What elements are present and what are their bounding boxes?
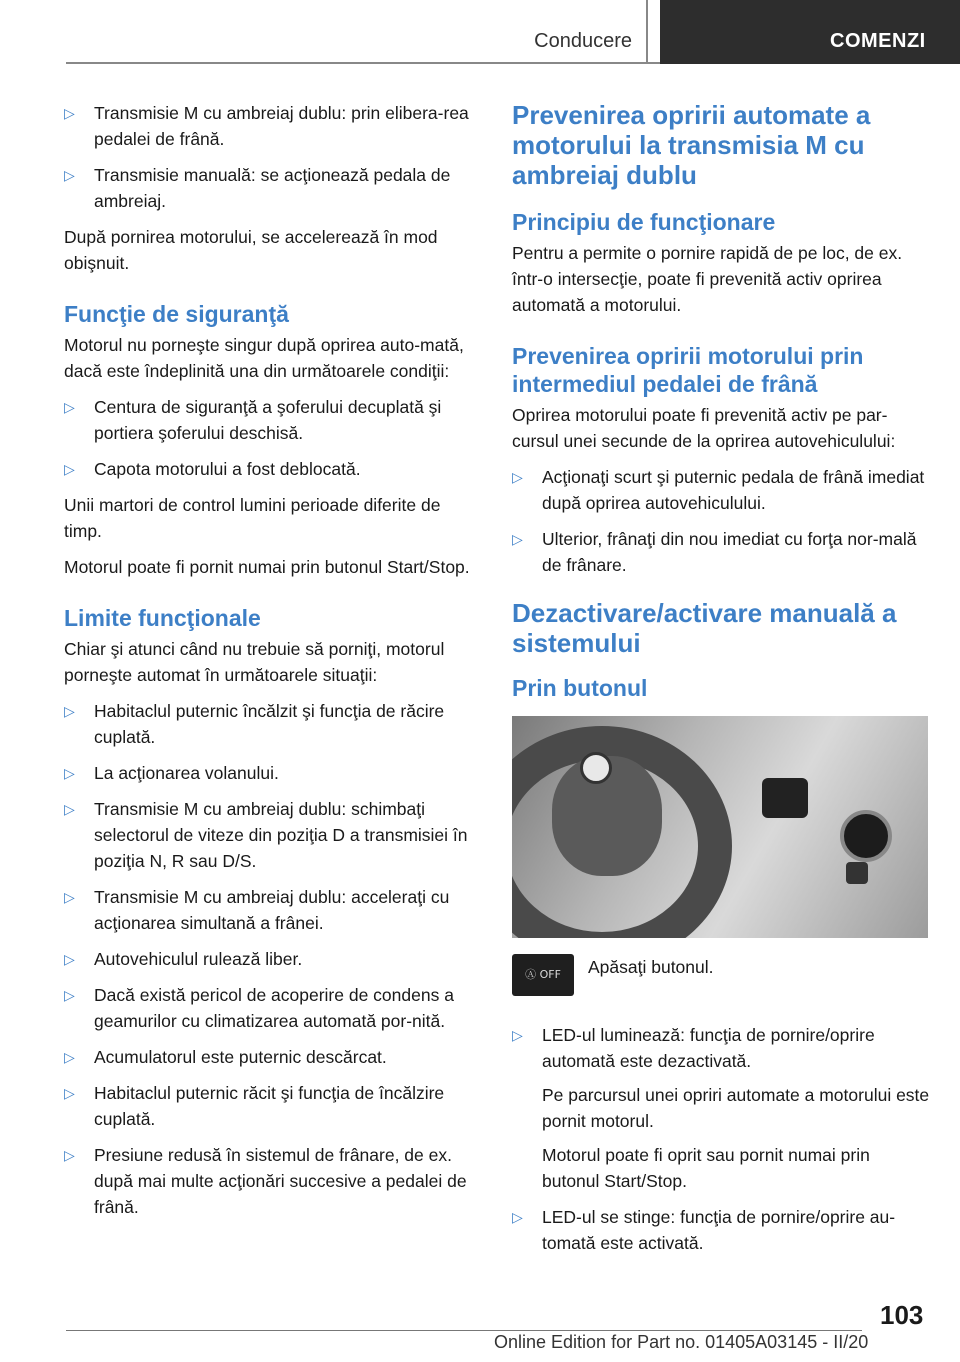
heading-manual: Dezactivare/activare manuală a sistemului (512, 598, 897, 658)
heading-safety: Funcţie de siguranţă (64, 301, 289, 327)
triangle-bullet-icon: ▷ (64, 951, 75, 967)
left-column (64, 100, 480, 1230)
triangle-bullet-icon: ▷ (64, 703, 75, 719)
list-item: ▷ Dacă există pericol de acoperire de condens a geamurilor cu climatizarea automată por‐nită. (64, 982, 480, 1034)
paragraph: Pentru a permite o pornire rapidă de pe loc, de ex. într-o intersecţie, poate fi prevenită activ oprirea automată a motorului. (512, 243, 903, 315)
list-item: ▷ Acţionaţi scurt şi puternic pedala de frână imediat după oprirea autovehiculului. (512, 464, 930, 516)
press-text: Apăsaţi butonul. (588, 957, 714, 977)
section-label: Conducere (534, 30, 632, 52)
triangle-bullet-icon: ▷ (64, 1147, 75, 1163)
heading-principle: Principiu de funcţionare (512, 209, 776, 235)
tab-label: COMENZI (830, 30, 926, 52)
auto-start-stop-off-icon: Ⓐ OFF (512, 954, 574, 996)
paragraph: Motorul nu porneşte singur după oprirea auto‐mată, dacă este îndeplinită una din următoarele condiţii: (64, 335, 464, 381)
triangle-bullet-icon: ▷ (64, 889, 75, 905)
triangle-bullet-icon: ▷ (512, 1209, 523, 1225)
triangle-bullet-icon: ▷ (64, 987, 75, 1003)
paragraph: Unii martori de control lumini perioade diferite de timp. (64, 495, 441, 541)
heading-button: Prin butonul (512, 675, 648, 701)
list-item: ▷ Transmisie manuală: se acţionează pedala de ambreiaj. (64, 162, 480, 214)
triangle-bullet-icon: ▷ (64, 1085, 75, 1101)
triangle-bullet-icon: ▷ (64, 399, 75, 415)
bullet-list (512, 1022, 930, 1256)
list-item: ▷ Ulterior, frânaţi din nou imediat cu forţa nor‐mală de frânare. (512, 526, 930, 578)
edition-text: Online Edition for Part no. 01405A03145 - II/20 (494, 1332, 869, 1352)
list-item: ▷ Habitaclul puternic încălzit şi funcţia de răcire cuplată. (64, 698, 480, 750)
list-item: ▷ Transmisie M cu ambreiaj dublu: schimbaţi selectorul de viteze din poziţia D a transmisiei în poziţia N, R sau D/S. (64, 796, 480, 874)
triangle-bullet-icon: ▷ (512, 469, 523, 485)
footer-rule (66, 1330, 862, 1331)
list-item: ▷ Centura de siguranţă a şoferului decuplată şi portiera şoferului deschisă. (64, 394, 480, 446)
sub-paragraph: Motorul poate fi oprit sau pornit numai prin butonul Start/Stop. (542, 1145, 870, 1191)
triangle-bullet-icon: ▷ (512, 531, 523, 547)
list-item: ▷ Habitaclul puternic răcit şi funcţia de încălzire cuplată. (64, 1080, 480, 1132)
triangle-bullet-icon: ▷ (64, 105, 75, 121)
triangle-bullet-icon: ▷ (64, 461, 75, 477)
bullet-list (64, 698, 480, 1220)
list-item: ▷ Autovehiculul rulează liber. (64, 946, 480, 972)
page-number: 103 (880, 1300, 924, 1330)
list-item: ▷ LED-ul se stinge: funcţia de pornire/oprire au‐tomată este activată. (512, 1204, 930, 1256)
list-item: ▷ Presiune redusă în sistemul de frânare, de ex. după mai multe acţionări succesive a pedalei de frână. (64, 1142, 480, 1220)
triangle-bullet-icon: ▷ (64, 801, 75, 817)
bullet-list (64, 100, 480, 214)
press-instruction (512, 954, 930, 1004)
heading-limits: Limite funcţionale (64, 605, 261, 631)
header-section (66, 0, 648, 62)
list-item: ▷ LED-ul luminează: funcţia de pornire/oprire automată este dezactivată. Pe parcursul unei opriri automate a motorului este pornit motorul. Motorul poate fi oprit sau pornit numai prin butonul Start/Stop. (512, 1022, 930, 1194)
triangle-bullet-icon: ▷ (512, 1027, 523, 1043)
start-stop-button-shape (840, 810, 892, 862)
triangle-bullet-icon: ▷ (64, 167, 75, 183)
bullet-list (64, 394, 480, 482)
control-stalk-shape (762, 778, 808, 818)
auto-off-button-shape (846, 862, 868, 884)
bullet-list (512, 464, 930, 578)
list-item: ▷ Transmisie M cu ambreiaj dublu: prin elibera‐rea pedalei de frână. (64, 100, 480, 152)
heading-brake: Prevenirea opririi motorului prin intermediul pedalei de frână (512, 343, 864, 397)
sub-paragraph: Pe parcursul unei opriri automate a motorului este pornit motorul. (542, 1085, 930, 1131)
heading-main: Prevenirea opririi automate a motorului la transmisia M cu ambreiaj dublu (512, 100, 871, 190)
triangle-bullet-icon: ▷ (64, 1049, 75, 1065)
paragraph: Chiar şi atunci când nu trebuie să porniţi, motorul porneşte automat în următoarele situaţii: (64, 639, 445, 685)
header-tab[interactable] (660, 0, 960, 64)
triangle-bullet-icon: ▷ (64, 765, 75, 781)
list-item: ▷ Transmisie M cu ambreiaj dublu: acceleraţi cu acţionarea simultană a frânei. (64, 884, 480, 936)
paragraph: Oprirea motorului poate fi prevenită activ pe par‐cursul unei secunde de la oprirea autovehiculului: (512, 405, 896, 451)
right-column (512, 100, 930, 1266)
list-item: ▷ Capota motorului a fost deblocată. (64, 456, 480, 482)
brand-logo-icon (580, 752, 612, 784)
paragraph: După pornirea motorului, se accelerează în mod obişnuit. (64, 227, 438, 273)
list-item: ▷ Acumulatorul este puternic descărcat. (64, 1044, 480, 1070)
paragraph: Motorul poate fi pornit numai prin butonul Start/Stop. (64, 557, 470, 577)
steering-wheel-photo (512, 716, 928, 938)
list-item: ▷ La acţionarea volanului. (64, 760, 480, 786)
